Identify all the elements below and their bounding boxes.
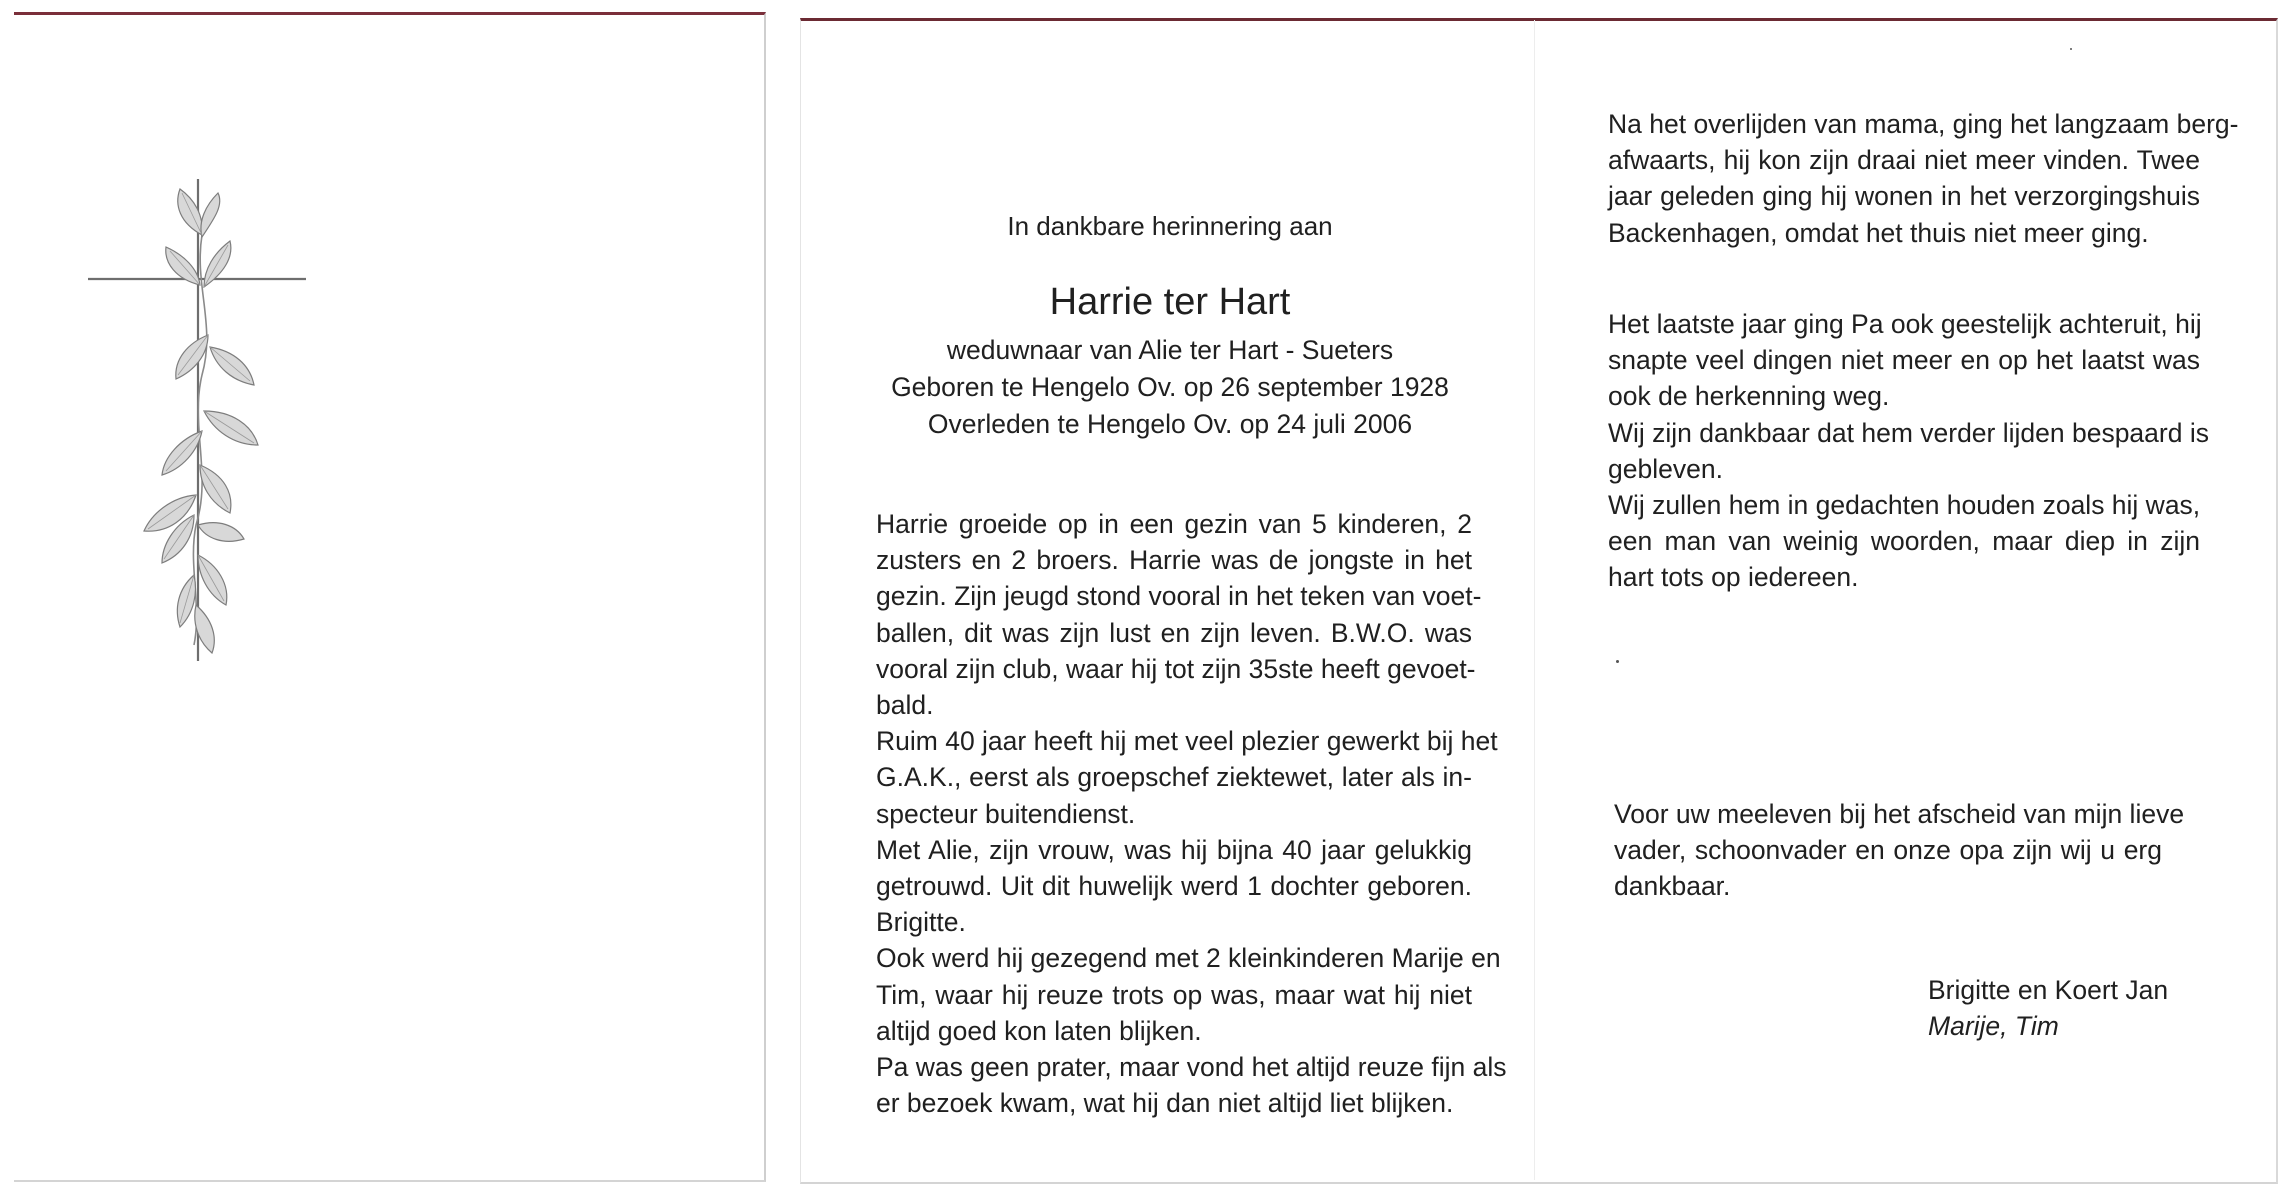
continuation-line: Backenhagen, omdat het thuis niet meer ging. — [1608, 217, 2149, 248]
continuation-line: afwaarts, hij kon zijn draai niet meer vinden. Twee — [1608, 145, 2200, 176]
personal-details — [880, 332, 1460, 443]
signature-children: Brigitte en Koert Jan — [1928, 975, 2169, 1005]
cross-with-branch-icon — [84, 175, 314, 665]
signature-grandchildren: Marije, Tim — [1928, 1011, 2059, 1041]
intro-line: In dankbare herinnering aan — [1007, 211, 1333, 241]
bio-line: Met Alie, zijn vrouw, was hij bijna 40 jaar gelukkig — [876, 834, 1472, 865]
bio-line: gezin. Zijn jeugd stond vooral in het teken van voet- — [876, 581, 1482, 612]
bio-line: Ook werd hij gezegend met 2 kleinkinderen Marije en — [876, 943, 1501, 974]
detail-born: Geboren te Hengelo Ov. op 26 september 1928 — [891, 372, 1449, 402]
card-fold-line — [1534, 20, 1535, 1180]
continuation-line: Wij zijn dankbaar dat hem verder lijden bespaard is — [1608, 417, 2209, 448]
continuation-line: snapte veel dingen niet meer en op het laatst was — [1608, 345, 2200, 376]
bio-line: Tim, waar hij reuze trots op was, maar wat hij niet — [876, 979, 1472, 1010]
continuation-line: jaar geleden ging hij wonen in het verzorgingshuis — [1608, 181, 2200, 212]
thanks-line: Voor uw meeleven bij het afscheid van mijn lieve — [1614, 799, 2185, 829]
bio-line: ballen, dit was zijn lust en zijn leven. B.W.O. was — [876, 617, 1472, 648]
bio-line: specteur buitendienst. — [876, 798, 1136, 829]
signature-block — [1928, 972, 2228, 1044]
bio-line: zusters en 2 broers. Harrie was de jongste in het — [876, 545, 1472, 576]
continuation-line: Na het overlijden van mama, ging het langzaam berg- — [1608, 109, 2239, 139]
bio-line: er bezoek kwam, wat hij dan niet altijd liet blijken. — [876, 1088, 1454, 1119]
biography-text — [876, 506, 1507, 1121]
print-speck — [1616, 660, 1619, 663]
continuation-paragraph-2 — [1608, 306, 2209, 596]
bio-line: Brigitte. — [876, 907, 966, 938]
thanks-line: vader, schoonvader en onze opa zijn wij u erg — [1614, 835, 2162, 866]
continuation-line: Wij zullen hem in gedachten houden zoals hij was, — [1608, 490, 2201, 521]
print-speck — [2070, 48, 2072, 50]
bio-line: Harrie groeide op in een gezin van 5 kinderen, 2 — [876, 509, 1472, 539]
card-front-panel — [14, 12, 766, 1182]
continuation-line: hart tots op iedereen. — [1608, 562, 1859, 593]
continuation-line: Het laatste jaar ging Pa ook geestelijk achteruit, hij — [1608, 309, 2202, 339]
bio-line: altijd goed kon laten blijken. — [876, 1015, 1202, 1046]
continuation-line: ook de herkenning weg. — [1608, 381, 1890, 412]
bio-line: Pa was geen prater, maar vond het altijd reuze fijn als — [876, 1052, 1507, 1083]
detail-died: Overleden te Hengelo Ov. op 24 juli 2006 — [927, 409, 1413, 439]
continuation-line: een man van weinig woorden, maar diep in zijn — [1608, 526, 2200, 557]
continuation-paragraph-1 — [1608, 106, 2239, 251]
bio-line: vooral zijn club, waar hij tot zijn 35ste heeft gevoet- — [876, 653, 1476, 684]
deceased-name: Harrie ter Hart — [1049, 281, 1291, 323]
bio-line: G.A.K., eerst als groepschef ziektewet, later als in- — [876, 762, 1472, 793]
continuation-line: gebleven. — [1608, 453, 1723, 484]
bio-line: Ruim 40 jaar heeft hij met veel plezier gewerkt bij het — [876, 726, 1498, 757]
bio-line: getrouwd. Uit dit huwelijk werd 1 dochter geboren. — [876, 871, 1472, 902]
detail-widower: weduwnaar van Alie ter Hart - Sueters — [946, 335, 1394, 365]
thanks-line: dankbaar. — [1614, 871, 1731, 902]
bio-line: bald. — [876, 690, 934, 721]
thanks-paragraph — [1614, 796, 2185, 905]
